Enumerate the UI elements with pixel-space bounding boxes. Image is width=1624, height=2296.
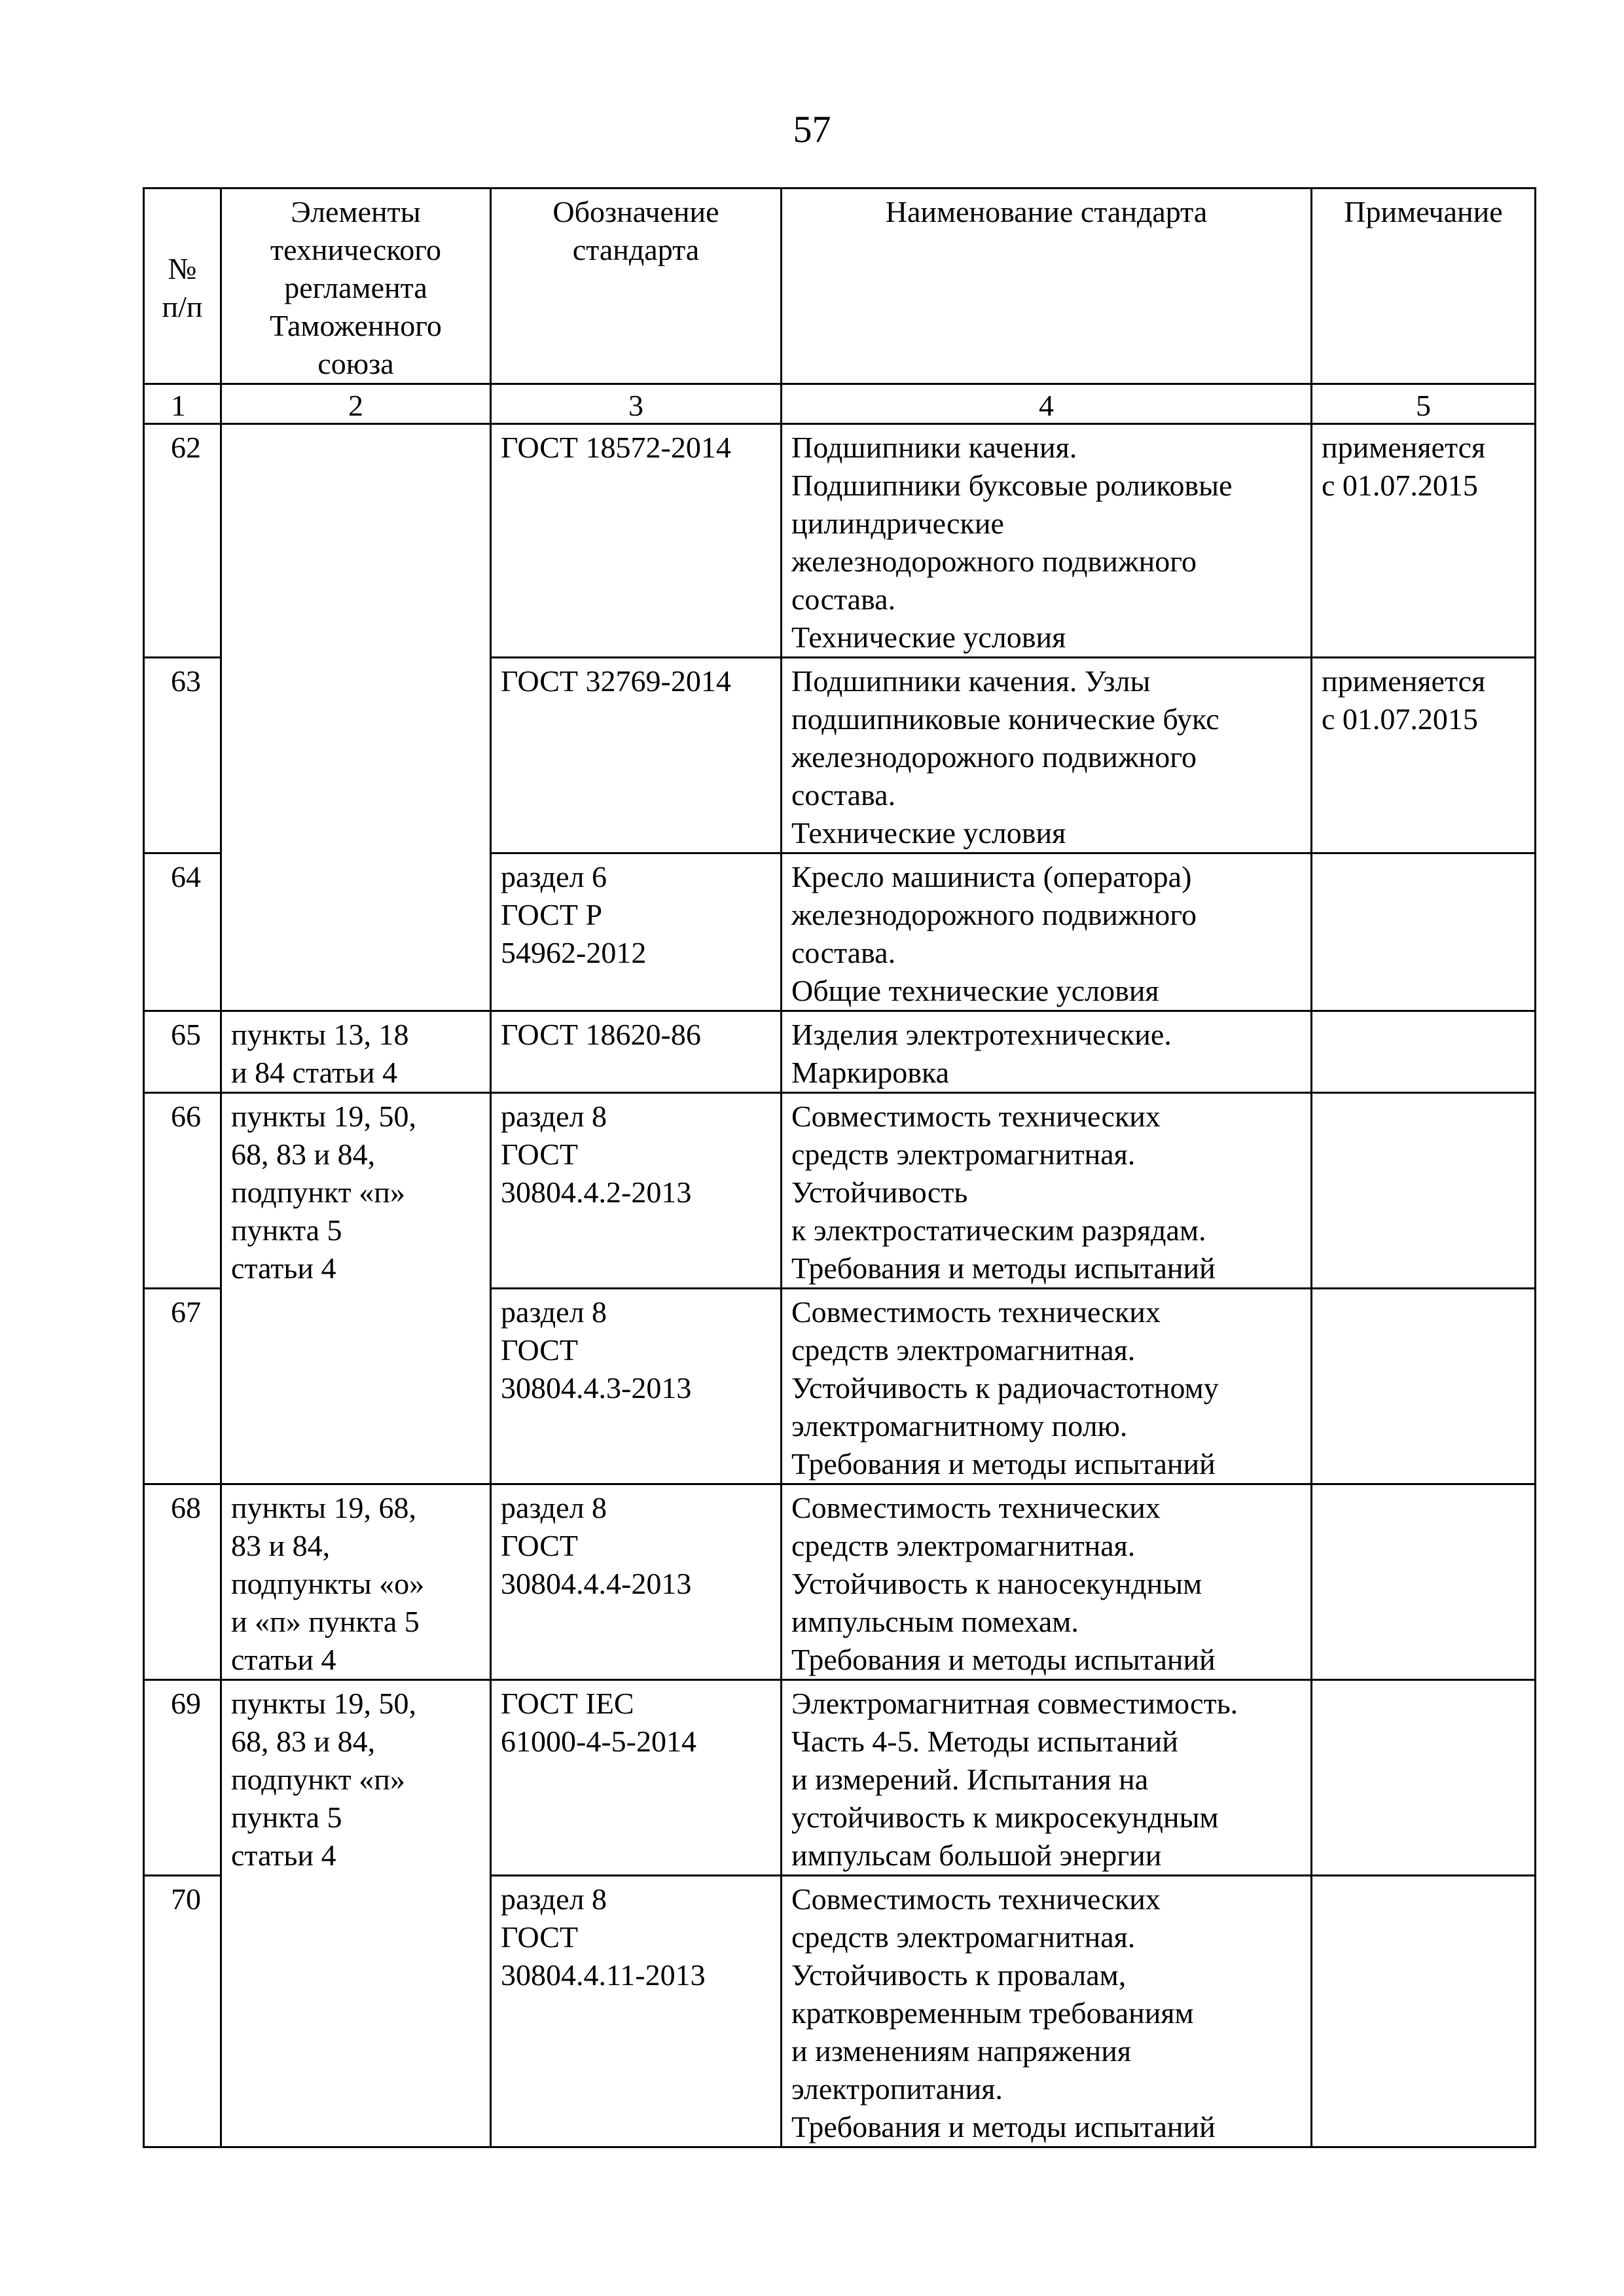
designation-line: ГОСТ: [501, 1333, 579, 1367]
designation-line: ГОСТ: [501, 1138, 579, 1171]
row-elements: [221, 1680, 491, 2147]
header-designation-line: стандарта: [572, 233, 700, 266]
elements-line: статьи 4: [231, 1839, 336, 1872]
row-designation: [491, 424, 782, 658]
name-line: Требования и методы испытаний: [791, 1447, 1216, 1480]
table-row: [144, 1680, 1536, 1876]
row-note: [1312, 658, 1536, 853]
header-designation-line: Обозначение: [552, 195, 719, 228]
name-line: Маркировка: [791, 1056, 950, 1089]
row-number: 65: [144, 1011, 221, 1093]
name-line: состава.: [791, 936, 896, 969]
row-designation: [491, 658, 782, 853]
row-note: [1312, 1484, 1536, 1680]
column-index: 5: [1312, 384, 1536, 424]
note-line: применяется: [1322, 664, 1486, 698]
header-note: Примечание: [1312, 188, 1536, 384]
row-number: 69: [144, 1680, 221, 1876]
header-standard-name: Наименование стандарта: [782, 188, 1312, 384]
name-line: Технические условия: [791, 816, 1066, 850]
row-number: 66: [144, 1093, 221, 1289]
header-elements-line: технического: [270, 233, 441, 266]
name-line: Устойчивость к наносекундным: [791, 1567, 1202, 1600]
header-elements-line: союза: [317, 347, 394, 380]
row-elements: [221, 1011, 491, 1093]
name-line: средств электромагнитная.: [791, 1333, 1136, 1367]
designation-line: ГОСТ IEC: [501, 1687, 634, 1720]
name-line: Общие технические условия: [791, 974, 1159, 1007]
designation-line: ГОСТ 18620-86: [501, 1018, 701, 1051]
row-standard-name: [782, 853, 1312, 1011]
designation-line: ГОСТ Р: [501, 898, 603, 931]
row-standard-name: [782, 1876, 1312, 2147]
name-line: кратковременным требованиям: [791, 1996, 1194, 2030]
row-elements: [221, 1484, 491, 1680]
name-line: Подшипники буксовые роликовые: [791, 469, 1233, 502]
row-number: 67: [144, 1289, 221, 1484]
row-designation: [491, 853, 782, 1011]
designation-line: ГОСТ: [501, 1529, 579, 1562]
name-line: Совместимость технических: [791, 1100, 1161, 1133]
name-line: состава.: [791, 583, 896, 616]
row-standard-name: [782, 658, 1312, 853]
row-note: [1312, 853, 1536, 1011]
elements-line: пункты 19, 50,: [231, 1687, 416, 1720]
name-line: Изделия электротехнические.: [791, 1018, 1172, 1051]
name-line: Электромагнитная совместимость.: [791, 1687, 1238, 1720]
name-line: средств электромагнитная.: [791, 1529, 1136, 1562]
designation-line: раздел 8: [501, 1491, 607, 1524]
name-line: Часть 4-5. Методы испытаний: [791, 1725, 1178, 1758]
row-number: 64: [144, 853, 221, 1011]
elements-line: и «п» пункта 5: [231, 1605, 420, 1638]
name-line: импульсам большой энергии: [791, 1839, 1162, 1872]
header-elements-line: Элементы: [291, 195, 421, 228]
name-line: железнодорожного подвижного: [791, 740, 1197, 774]
column-index: 4: [782, 384, 1312, 424]
elements-line: подпункты «о»: [231, 1567, 425, 1600]
header-row: [144, 188, 1536, 384]
row-note: [1312, 1680, 1536, 1876]
designation-line: 30804.4.11-2013: [501, 1958, 706, 1992]
elements-line: подпункт «п»: [231, 1763, 405, 1796]
name-line: и изменениям напряжения: [791, 2034, 1132, 2068]
row-number: 70: [144, 1876, 221, 2147]
row-standard-name: [782, 1093, 1312, 1289]
name-line: Подшипники качения.: [791, 431, 1077, 464]
table-row: [144, 1011, 1536, 1093]
row-designation: [491, 1093, 782, 1289]
name-line: Совместимость технических: [791, 1295, 1161, 1329]
name-line: подшипниковые конические букс: [791, 702, 1219, 736]
designation-line: ГОСТ: [501, 1920, 579, 1954]
row-number: 62: [144, 424, 221, 658]
row-standard-name: [782, 1484, 1312, 1680]
row-standard-name: [782, 1289, 1312, 1484]
elements-line: 68, 83 и 84,: [231, 1725, 376, 1758]
note-line: с 01.07.2015: [1322, 702, 1478, 736]
designation-line: ГОСТ 18572-2014: [501, 431, 731, 464]
column-index-row: [144, 384, 1536, 424]
elements-line: статьи 4: [231, 1643, 336, 1676]
name-line: Устойчивость: [791, 1175, 968, 1209]
elements-line: пункты 19, 68,: [231, 1491, 416, 1524]
row-designation: [491, 1289, 782, 1484]
name-line: Совместимость технических: [791, 1882, 1161, 1916]
elements-line: статьи 4: [231, 1251, 336, 1285]
designation-line: 61000-4-5-2014: [501, 1725, 696, 1758]
elements-line: пункты 19, 50,: [231, 1100, 416, 1133]
name-line: Подшипники качения. Узлы: [791, 664, 1151, 698]
elements-line: 68, 83 и 84,: [231, 1138, 376, 1171]
name-line: Технические условия: [791, 620, 1066, 654]
elements-line: пункта 5: [231, 1213, 342, 1247]
note-line: с 01.07.2015: [1322, 469, 1478, 502]
row-elements-empty: [221, 424, 491, 1011]
row-standard-name: [782, 1011, 1312, 1093]
header-number-line: №: [168, 252, 197, 285]
designation-line: раздел 8: [501, 1882, 607, 1916]
name-line: и измерений. Испытания на: [791, 1763, 1149, 1796]
name-line: железнодорожного подвижного: [791, 545, 1197, 578]
name-line: Требования и методы испытаний: [791, 2110, 1216, 2144]
designation-line: 30804.4.2-2013: [501, 1175, 692, 1209]
elements-line: и 84 статьи 4: [231, 1056, 398, 1089]
row-designation: [491, 1876, 782, 2147]
note-line: применяется: [1322, 431, 1486, 464]
column-index: 3: [491, 384, 782, 424]
table-row: [144, 1093, 1536, 1289]
name-line: Кресло машиниста (оператора): [791, 860, 1192, 893]
name-line: электропитания.: [791, 2072, 1003, 2106]
row-elements: [221, 1093, 491, 1484]
name-line: цилиндрические: [791, 507, 1004, 540]
elements-line: подпункт «п»: [231, 1175, 405, 1209]
name-line: средств электромагнитная.: [791, 1138, 1136, 1171]
header-elements: [221, 188, 491, 384]
row-designation: [491, 1680, 782, 1876]
table-row: [144, 424, 1536, 658]
designation-line: раздел 8: [501, 1100, 607, 1133]
designation-line: раздел 8: [501, 1295, 607, 1329]
name-line: Устойчивость к радиочастотному: [791, 1371, 1219, 1405]
header-number: [144, 188, 221, 384]
table-row: [144, 1484, 1536, 1680]
header-designation: [491, 188, 782, 384]
elements-line: пункты 13, 18: [231, 1018, 409, 1051]
elements-line: пункта 5: [231, 1801, 342, 1834]
header-elements-line: Таможенного: [270, 309, 442, 342]
row-note: [1312, 424, 1536, 658]
row-standard-name: [782, 1680, 1312, 1876]
row-designation: [491, 1011, 782, 1093]
header-elements-line: регламента: [284, 271, 427, 304]
name-line: Устойчивость к провалам,: [791, 1958, 1127, 1992]
row-note: [1312, 1876, 1536, 2147]
name-line: устойчивость к микросекундным: [791, 1801, 1219, 1834]
name-line: электромагнитному полю.: [791, 1409, 1128, 1443]
row-note: [1312, 1011, 1536, 1093]
name-line: Совместимость технических: [791, 1491, 1161, 1524]
row-number: 63: [144, 658, 221, 853]
column-index: 1: [144, 384, 221, 424]
name-line: Требования и методы испытаний: [791, 1251, 1216, 1285]
row-note: [1312, 1093, 1536, 1289]
column-index: 2: [221, 384, 491, 424]
designation-line: 54962-2012: [501, 936, 647, 969]
header-number-line: п/п: [162, 290, 203, 323]
standards-table: [143, 187, 1536, 2148]
name-line: Требования и методы испытаний: [791, 1643, 1216, 1676]
row-number: 68: [144, 1484, 221, 1680]
elements-line: 83 и 84,: [231, 1529, 331, 1562]
name-line: железнодорожного подвижного: [791, 898, 1197, 931]
name-line: средств электромагнитная.: [791, 1920, 1136, 1954]
row-standard-name: [782, 424, 1312, 658]
designation-line: раздел 6: [501, 860, 607, 893]
designation-line: 30804.4.4-2013: [501, 1567, 692, 1600]
page-number: 57: [793, 108, 831, 151]
name-line: к электростатическим разрядам.: [791, 1213, 1206, 1247]
row-note: [1312, 1289, 1536, 1484]
row-designation: [491, 1484, 782, 1680]
name-line: состава.: [791, 778, 896, 812]
name-line: импульсным помехам.: [791, 1605, 1079, 1638]
designation-line: ГОСТ 32769-2014: [501, 664, 731, 698]
designation-line: 30804.4.3-2013: [501, 1371, 692, 1405]
